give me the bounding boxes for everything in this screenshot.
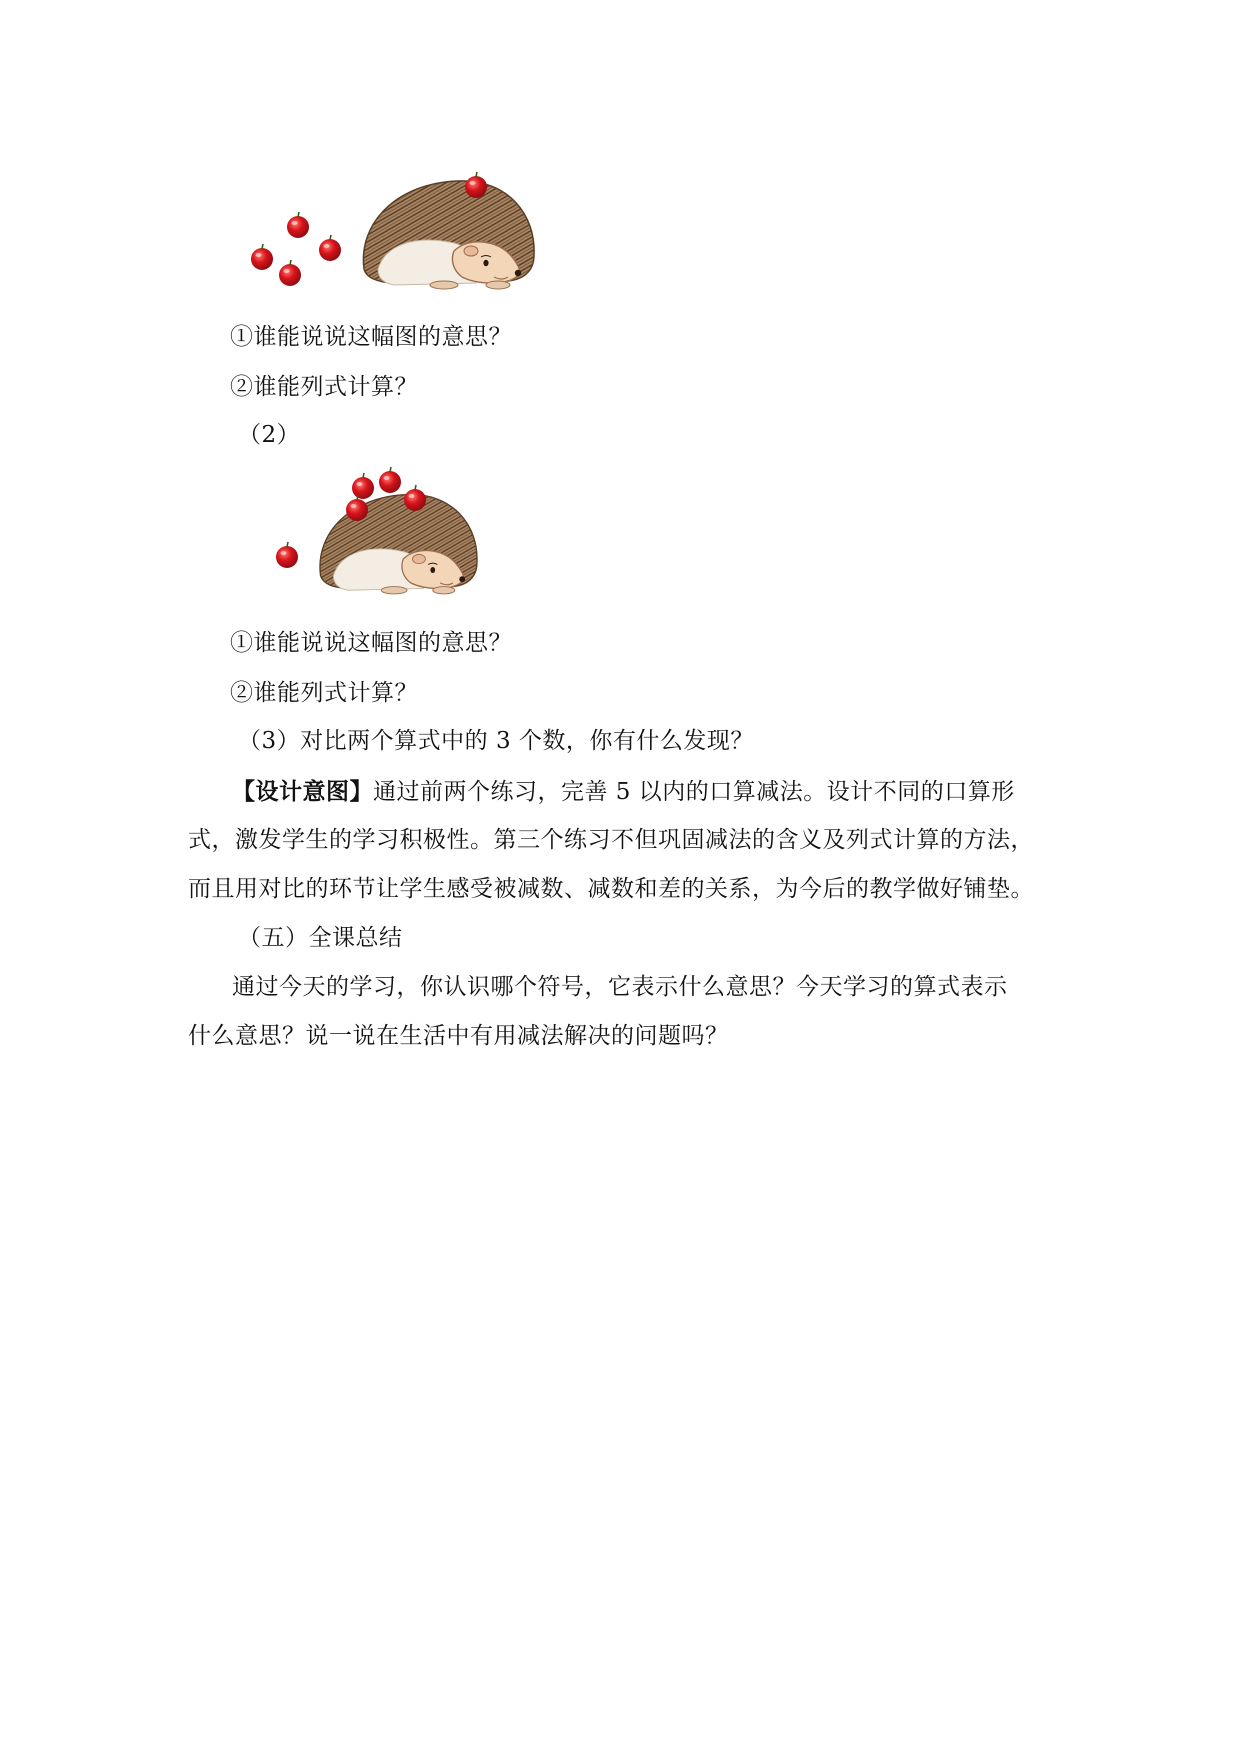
apple-icon: [276, 542, 298, 568]
section2-question1: ①谁能说说这幅图的意思？: [230, 630, 512, 656]
summary-line1: 通过今天的学习，你认识哪个符号，它表示什么意思？今天学习的算式表示: [232, 974, 1008, 1000]
apple-icon: [287, 212, 309, 238]
design-intent-line3: 而且用对比的环节让学生感受被减数、减数和差的关系，为今后的教学做好铺垫。: [188, 876, 1034, 902]
apple-icon: [379, 467, 401, 493]
design-intent-line2: 式，激发学生的学习积极性。第三个练习不但巩固减法的含义及列式计算的方法，: [188, 827, 1034, 853]
hedgehog-icon: [320, 494, 477, 593]
hedgehog-icon: [363, 181, 534, 289]
summary-line2: 什么意思？说一说在生活中有用减法解决的问题吗？: [188, 1023, 729, 1049]
design-intent-line1: [232, 777, 1015, 807]
summary-heading: （五）全课总结: [238, 925, 403, 951]
apple-icon: [279, 260, 301, 286]
apple-icon: [404, 485, 426, 511]
section3-label: （3）对比两个算式中的 3 个数，你有什么发现？: [238, 728, 754, 754]
apple-icon: [319, 235, 341, 261]
section1-question1: ①谁能说说这幅图的意思？: [230, 324, 512, 350]
design-intent-text: 通过前两个练习，完善 5 以内的口算减法。设计不同的口算形: [373, 779, 1015, 805]
apple-icon: [465, 172, 487, 198]
section2-label: （2）: [238, 422, 301, 448]
apple-icon: [352, 473, 374, 499]
hedgehog-illustration-1: [240, 165, 540, 300]
apple-icon: [251, 244, 273, 270]
apple-icon: [346, 495, 368, 521]
section2-question2: ②谁能列式计算？: [230, 680, 418, 706]
design-intent-label: 【设计意图】: [232, 778, 373, 805]
section1-question2: ②谁能列式计算？: [230, 374, 418, 400]
hedgehog-illustration-2: [265, 460, 495, 610]
